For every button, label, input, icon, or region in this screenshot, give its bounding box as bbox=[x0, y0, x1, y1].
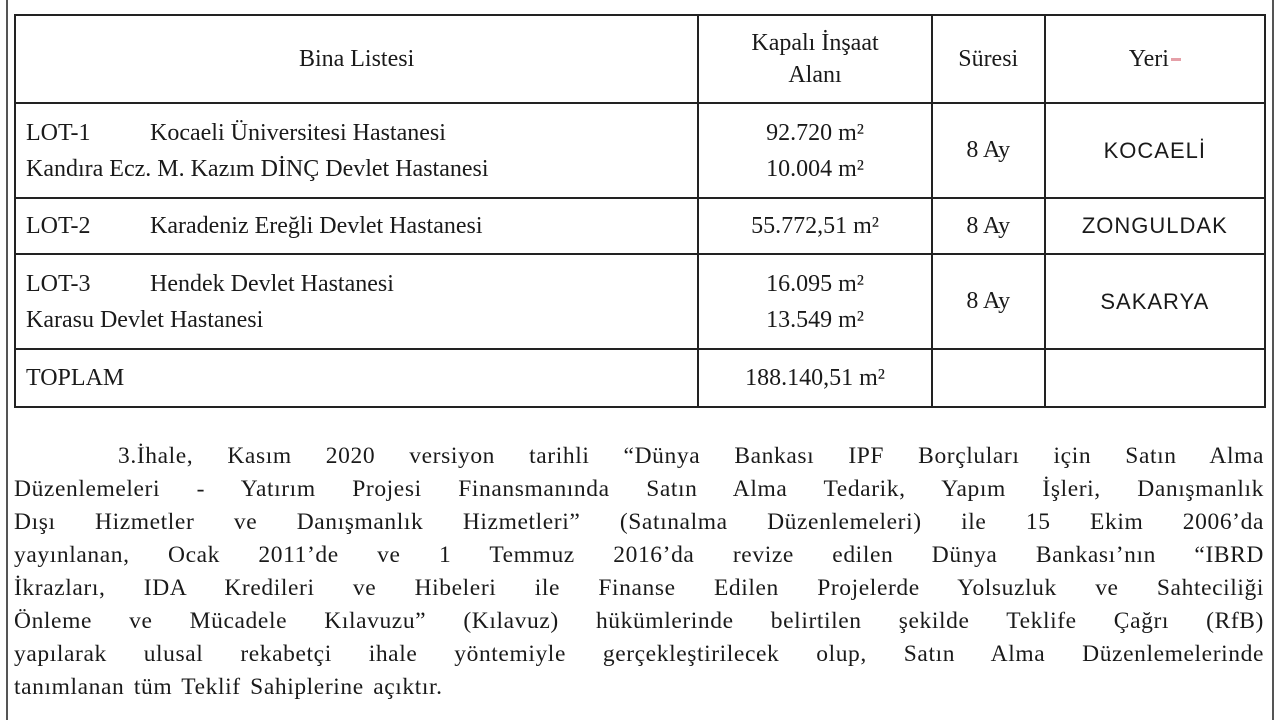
paragraph-line: İkrazları, IDA Kredileri ve Hibeleri ile Finanse Edilen Projelerde Yolsuzluk ve Sahteciliği bbox=[14, 575, 1264, 601]
area-cell bbox=[698, 198, 932, 254]
total-label-cell: TOPLAM bbox=[15, 349, 698, 407]
paragraph-line: tanımlanan tüm Teklif Sahiplerine açıktır. bbox=[14, 674, 443, 700]
table-row bbox=[15, 103, 1265, 198]
building-line bbox=[26, 266, 697, 302]
total-area-cell: 188.140,51 m² bbox=[698, 349, 932, 407]
area-value: 13.549 m² bbox=[766, 306, 864, 333]
building-line bbox=[26, 151, 697, 187]
paragraph-line: Düzenlemeleri - Yatırım Projesi Finansmanında Satın Alma Tedarik, Yapım İşleri, Danışmanlık bbox=[14, 476, 1264, 502]
header-alan-line2: Alanı bbox=[788, 62, 842, 88]
building-name: Kandıra Ecz. M. Kazım DİNÇ Devlet Hastanesi bbox=[26, 155, 489, 182]
area-value: 92.720 m² bbox=[766, 119, 864, 146]
paragraph-line: Dışı Hizmetler ve Danışmanlık Hizmetleri” (Satınalma Düzenlemeleri) ile 15 Ekim 2006’da bbox=[14, 509, 1264, 535]
building-name: Kocaeli Üniversitesi Hastanesi bbox=[150, 119, 446, 146]
header-yer-label: Yeri bbox=[1128, 45, 1169, 72]
lot-code: LOT-1 bbox=[26, 119, 91, 146]
building-line bbox=[26, 208, 697, 244]
duration-cell: 8 Ay bbox=[932, 254, 1045, 349]
header-yeri bbox=[1045, 15, 1265, 103]
area-cell bbox=[698, 103, 932, 198]
paragraph-line: Önleme ve Mücadele Kılavuzu” (Kılavuz) hükümlerinde belirtilen şekilde Teklife Çağrı (RfB) bbox=[14, 608, 1264, 634]
total-duration-cell bbox=[932, 349, 1045, 407]
area-value: 10.004 m² bbox=[766, 155, 864, 182]
pin-mark-icon bbox=[1171, 58, 1181, 61]
table-row bbox=[15, 198, 1265, 254]
building-line bbox=[26, 302, 697, 338]
tender-paragraph bbox=[14, 440, 1264, 704]
paragraph-line: yapılarak ulusal rekabetçi ihale yöntemiyle gerçekleştirilecek olup, Satın Alma Düzenlemelerinde bbox=[14, 641, 1264, 667]
building-names-cell bbox=[15, 198, 698, 254]
building-names-cell bbox=[15, 254, 698, 349]
table-row bbox=[15, 254, 1265, 349]
total-row bbox=[15, 349, 1265, 407]
header-alan-line1: Kapalı İnşaat bbox=[751, 30, 879, 56]
building-name: Karasu Devlet Hastanesi bbox=[26, 306, 264, 333]
location-cell: SAKARYA bbox=[1045, 254, 1265, 349]
lot-code: LOT-3 bbox=[26, 270, 91, 297]
header-suresi bbox=[932, 15, 1045, 103]
building-list-table bbox=[14, 14, 1266, 408]
building-line bbox=[26, 115, 697, 151]
duration-cell: 8 Ay bbox=[932, 103, 1045, 198]
location-cell: KOCAELİ bbox=[1045, 103, 1265, 198]
header-kapali-insaat-alani bbox=[698, 15, 932, 103]
duration-cell: 8 Ay bbox=[932, 198, 1045, 254]
total-location-cell bbox=[1045, 349, 1265, 407]
area-value: 55.772,51 m² bbox=[751, 213, 879, 239]
location-cell: ZONGULDAK bbox=[1045, 198, 1265, 254]
header-bina-listesi bbox=[15, 15, 698, 103]
building-names-cell bbox=[15, 103, 698, 198]
table-header-row bbox=[15, 15, 1265, 103]
paragraph-line: 3.İhale, Kasım 2020 versiyon tarihli “Dünya Bankası IPF Borçluları için Satın Alma bbox=[118, 443, 1264, 469]
area-cell bbox=[698, 254, 932, 349]
header-bina-label: Bina Listesi bbox=[298, 45, 415, 72]
paragraph-line: yayınlanan, Ocak 2011’de ve 1 Temmuz 2016’da revize edilen Dünya Bankası’nın “IBRD bbox=[14, 542, 1264, 568]
building-name: Hendek Devlet Hastanesi bbox=[150, 270, 394, 297]
header-sure-label: Süresi bbox=[958, 45, 1019, 72]
building-name: Karadeniz Ereğli Devlet Hastanesi bbox=[150, 213, 483, 239]
lot-code: LOT-2 bbox=[26, 213, 91, 239]
area-value: 16.095 m² bbox=[766, 270, 864, 297]
